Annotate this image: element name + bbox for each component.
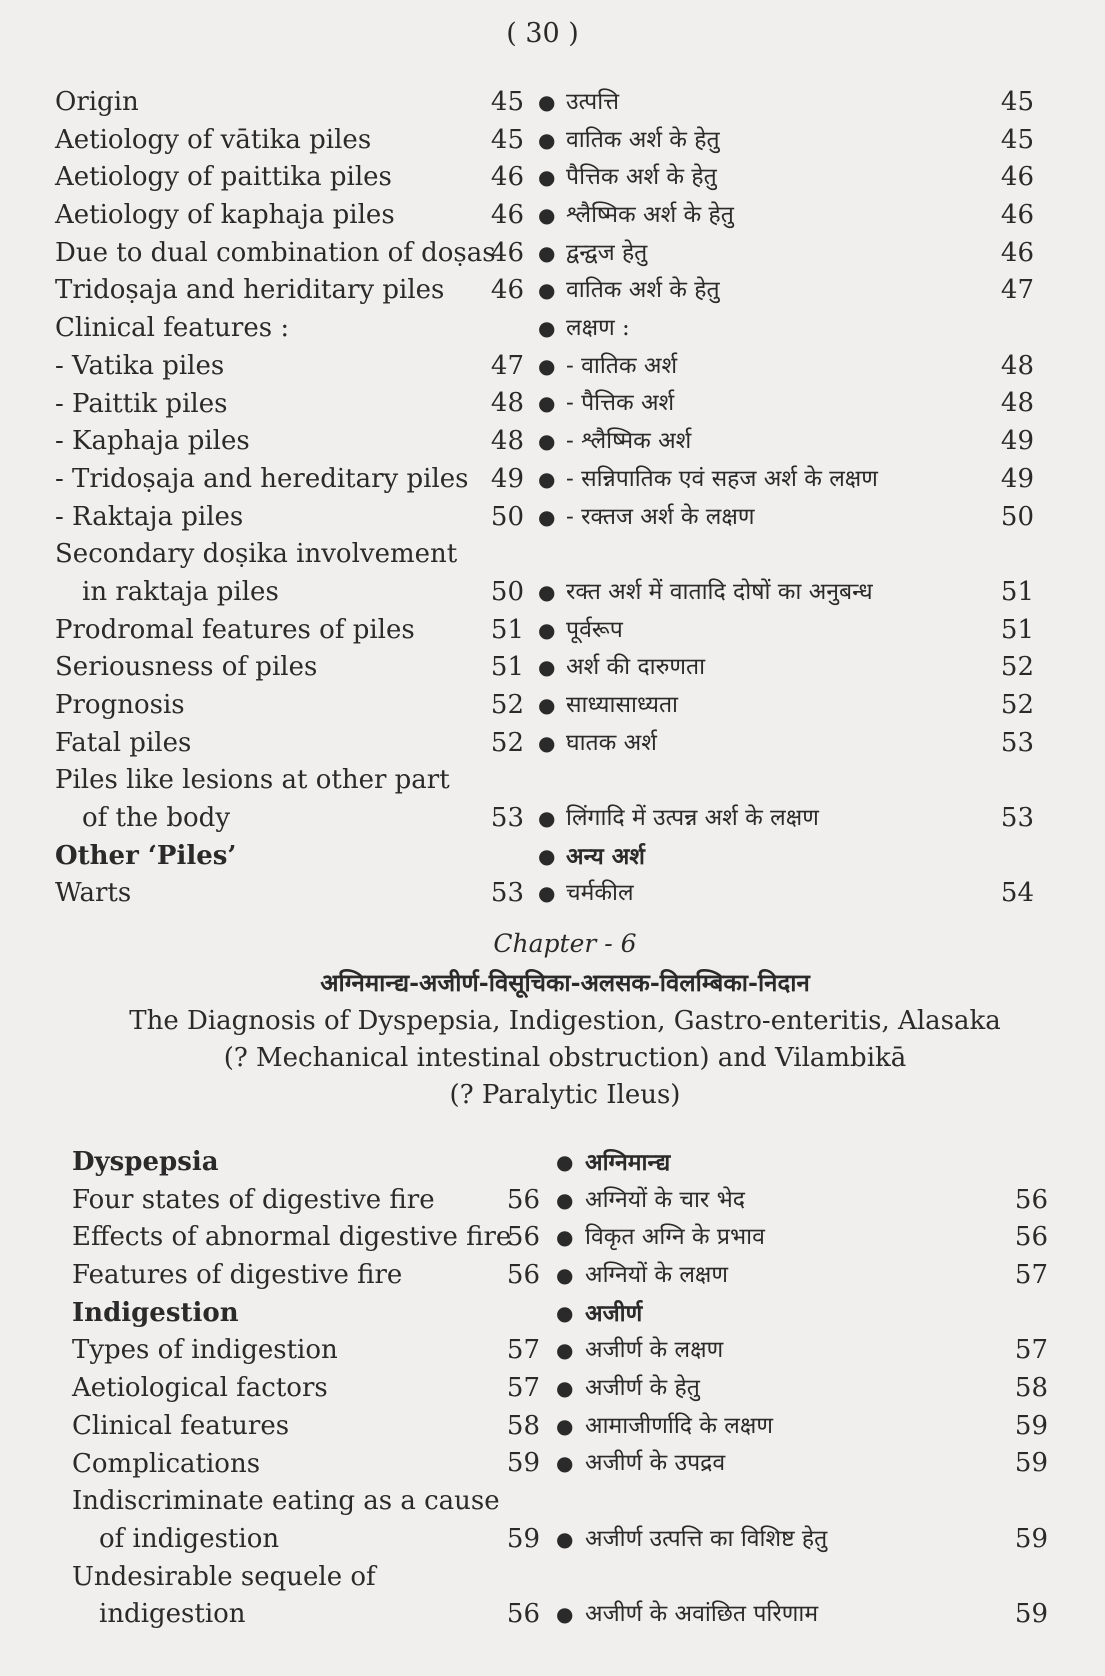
toc-row <box>0 1257 1105 1295</box>
bullet-icon: ● <box>538 429 556 454</box>
toc-page-hindi: 48 <box>1000 350 1034 381</box>
toc-entry-hindi: - वातिक अर्श <box>566 352 678 379</box>
toc-page-english: 59 <box>506 1448 540 1479</box>
toc-row <box>0 310 1105 348</box>
toc-entry-english: - Kaphaja piles <box>55 426 250 457</box>
toc-page-english: 45 <box>490 86 524 117</box>
toc-row <box>0 1182 1105 1220</box>
toc-page-hindi: 46 <box>1000 200 1034 231</box>
toc-page-hindi: 47 <box>1000 275 1034 306</box>
bullet-icon: ● <box>538 806 556 831</box>
toc-page-english: 48 <box>490 426 524 457</box>
toc-page-hindi: 51 <box>1000 614 1034 645</box>
toc-entry-hindi: - श्लैष्मिक अर्श <box>566 428 692 455</box>
toc-page-english: 47 <box>490 350 524 381</box>
toc-row <box>0 1295 1105 1333</box>
toc-entry-hindi: साध्यासाध्यता <box>566 692 679 718</box>
toc-row <box>0 1408 1105 1446</box>
bullet-icon: ● <box>556 1413 574 1438</box>
toc-row <box>0 1332 1105 1370</box>
toc-page-hindi: 46 <box>1000 162 1034 193</box>
toc-entry-english: Tridoṣaja and heriditary piles <box>55 275 445 306</box>
toc-entry-hindi: अजीर्ण उत्पत्ति का विशिष्ट हेतु <box>585 1525 828 1552</box>
toc-row <box>0 612 1105 650</box>
bullet-icon: ● <box>538 579 556 604</box>
bullet-icon: ● <box>538 466 556 491</box>
toc-row <box>0 84 1105 122</box>
bullet-icon: ● <box>538 655 556 680</box>
toc-page-english: 56 <box>506 1184 540 1215</box>
toc-page-hindi: 49 <box>1000 463 1034 494</box>
bullet-icon: ● <box>556 1376 574 1401</box>
toc-entry-continuation: indigestion <box>99 1599 246 1630</box>
toc-entry-english: Aetiological factors <box>72 1373 328 1404</box>
toc-entry-hindi: अग्नियों के लक्षण <box>585 1262 729 1289</box>
toc-page-english: 46 <box>490 200 524 231</box>
toc-row <box>0 348 1105 386</box>
toc-entry-hindi: - पैत्तिक अर्श <box>566 390 675 417</box>
toc-entry-english: Prognosis <box>55 690 185 721</box>
toc-page-hindi: 49 <box>1000 426 1034 457</box>
toc-page-english: 56 <box>506 1260 540 1291</box>
toc-entry-english: Four states of digestive fire <box>72 1184 435 1215</box>
toc-row <box>0 536 1105 611</box>
toc-entry-hindi: अजीर्ण <box>585 1299 643 1327</box>
toc-page-hindi: 54 <box>1000 878 1034 909</box>
toc-row <box>0 762 1105 837</box>
toc-entry-hindi: - रक्तज अर्श के लक्षण <box>566 503 755 530</box>
toc-page-english: 46 <box>490 162 524 193</box>
toc-page-hindi: 59 <box>1014 1523 1048 1554</box>
toc-entry-english: - Raktaja piles <box>55 501 244 532</box>
toc-page-english: 46 <box>490 275 524 306</box>
toc-entry-hindi: रक्त अर्श में वातादि दोषों का अनुबन्ध <box>566 578 873 605</box>
bullet-icon: ● <box>538 504 556 529</box>
toc-entry-english: - Paittik piles <box>55 388 228 419</box>
toc-row <box>0 1446 1105 1484</box>
toc-entry-hindi: वातिक अर्श के हेतु <box>566 277 720 304</box>
toc-page-english: 46 <box>490 237 524 268</box>
toc-row <box>0 423 1105 461</box>
toc-entry-line: Piles like lesions at other part <box>55 765 450 796</box>
bullet-icon: ● <box>556 1149 574 1174</box>
toc-page-english: 58 <box>506 1410 540 1441</box>
toc-entry-continuation: in raktaja piles <box>82 576 279 607</box>
toc-entry-line: Indiscriminate eating as a cause <box>72 1486 500 1517</box>
toc-page-english: 52 <box>490 727 524 758</box>
toc-page-english: 53 <box>490 803 524 834</box>
toc-row <box>0 1483 1105 1558</box>
toc-page-english: 59 <box>506 1523 540 1554</box>
toc-entry-english: Due to dual combination of doṣas <box>55 237 496 268</box>
chapter-title-line-2: (? Mechanical intestinal obstruction) and Vilambikā <box>223 1043 907 1073</box>
toc-entry-english: - Tridoṣaja and hereditary piles <box>55 463 469 494</box>
toc-entry-english: Aetiology of vātika piles <box>55 124 372 155</box>
toc-section-2 <box>0 1144 1105 1634</box>
toc-entry-hindi: अर्श की दारुणता <box>566 654 706 681</box>
toc-page-english: 57 <box>506 1335 540 1366</box>
toc-row <box>0 235 1105 273</box>
toc-page-hindi: 52 <box>1000 690 1034 720</box>
toc-entry-english <box>55 536 485 611</box>
toc-row <box>0 838 1105 876</box>
toc-page-hindi: 53 <box>1000 803 1034 834</box>
toc-entry-english: Clinical features <box>72 1410 290 1441</box>
toc-entry-english: Clinical features : <box>55 313 290 344</box>
toc-page-english: 52 <box>490 690 524 720</box>
bullet-icon: ● <box>538 730 556 755</box>
toc-entry-hindi: लिंगादि में उत्पन्न अर्श के लक्षण <box>566 805 819 832</box>
toc-page-english: 51 <box>490 614 524 645</box>
toc-entry-english: Complications <box>72 1448 261 1479</box>
toc-entry-english: Prodromal features of piles <box>55 614 415 645</box>
bullet-icon: ● <box>556 1225 574 1250</box>
bullet-icon: ● <box>538 693 556 717</box>
toc-page-hindi: 45 <box>1000 124 1034 155</box>
toc-entry-hindi: उत्पत्ति <box>566 88 620 115</box>
toc-entry-hindi: लक्षण : <box>566 315 630 342</box>
toc-entry-english: Warts <box>55 878 132 909</box>
toc-entry-hindi: - सन्निपातिक एवं सहज अर्श के लक्षण <box>566 465 878 492</box>
page-number: ( 30 ) <box>506 18 579 49</box>
toc-entry-english: Other ‘Piles’ <box>55 840 237 871</box>
toc-row <box>0 122 1105 160</box>
toc-entry-english: Features of digestive fire <box>72 1260 403 1291</box>
toc-section-1 <box>0 84 1105 913</box>
toc-entry-english: Seriousness of piles <box>55 652 318 683</box>
toc-entry-hindi: द्वन्द्वज हेतु <box>566 239 648 266</box>
toc-page-hindi: 52 <box>1000 652 1034 683</box>
toc-row <box>0 197 1105 235</box>
toc-entry-english: Fatal piles <box>55 727 192 758</box>
chapter-title-line-1: The Diagnosis of Dyspepsia, Indigestion, Gastro-enteritis, Alasaka <box>129 1006 1001 1036</box>
toc-entry-english: Types of indigestion <box>72 1335 338 1366</box>
toc-entry-hindi: पूर्वरूप <box>566 616 623 643</box>
bullet-icon: ● <box>556 1602 574 1627</box>
toc-entry-english: - Vatika piles <box>55 350 225 381</box>
toc-row <box>0 499 1105 537</box>
toc-row <box>0 649 1105 687</box>
toc-entry-english: Effects of abnormal digestive fire <box>72 1222 512 1253</box>
toc-page-hindi: 59 <box>1014 1410 1048 1441</box>
toc-page-hindi: 58 <box>1014 1373 1048 1404</box>
toc-entry-english: Aetiology of paittika piles <box>55 162 392 193</box>
toc-row <box>0 159 1105 197</box>
toc-entry-english <box>72 1483 502 1558</box>
toc-entry-hindi: अजीर्ण के उपद्रव <box>585 1450 726 1477</box>
bullet-icon: ● <box>538 316 556 341</box>
toc-entry-english: Aetiology of kaphaja piles <box>55 200 395 231</box>
bullet-icon: ● <box>538 127 556 152</box>
toc-page-english: 56 <box>506 1599 540 1630</box>
toc-page-english: 45 <box>490 124 524 155</box>
toc-entry-hindi: अग्निमान्द्य <box>585 1148 671 1176</box>
bullet-icon: ● <box>556 1451 574 1476</box>
toc-row <box>0 687 1105 725</box>
bullet-icon: ● <box>556 1526 574 1551</box>
toc-entry-hindi: घातक अर्श <box>566 729 657 756</box>
toc-row <box>0 875 1105 913</box>
bullet-icon: ● <box>538 843 556 868</box>
toc-page-hindi: 48 <box>1000 388 1034 419</box>
toc-row <box>0 1559 1105 1634</box>
toc-page-hindi: 50 <box>1000 501 1034 532</box>
toc-row <box>0 725 1105 763</box>
toc-entry-hindi: वातिक अर्श के हेतु <box>566 126 720 153</box>
toc-row <box>0 1144 1105 1182</box>
toc-entry-hindi: विकृत अग्नि के प्रभाव <box>585 1224 765 1251</box>
chapter-title-line-3: (? Paralytic Ileus) <box>449 1080 681 1110</box>
toc-entry-english: Dyspepsia <box>72 1147 219 1177</box>
toc-entry-hindi: अग्नियों के चार भेद <box>585 1186 746 1213</box>
toc-entry-continuation: of the body <box>82 803 231 834</box>
toc-entry-hindi: श्लैष्मिक अर्श के हेतु <box>566 202 734 229</box>
toc-row <box>0 461 1105 499</box>
toc-page-hindi: 57 <box>1014 1335 1048 1366</box>
toc-page-english: 51 <box>490 652 524 683</box>
toc-page-english: 50 <box>490 576 524 607</box>
toc-page-hindi: 56 <box>1014 1184 1048 1215</box>
toc-entry-english <box>72 1559 502 1634</box>
toc-entry-hindi: अजीर्ण के अवांछित परिणाम <box>585 1601 819 1628</box>
toc-page-hindi: 53 <box>1000 727 1034 758</box>
toc-entry-continuation: of indigestion <box>99 1523 280 1554</box>
bullet-icon: ● <box>538 240 556 265</box>
bullet-icon: ● <box>538 353 556 378</box>
toc-entry-english: Indigestion <box>72 1297 239 1328</box>
toc-entry-hindi: अजीर्ण के लक्षण <box>585 1337 724 1364</box>
toc-page-hindi: 51 <box>1000 576 1034 607</box>
toc-page-english: 48 <box>490 388 524 419</box>
bullet-icon: ● <box>556 1338 574 1363</box>
bullet-icon: ● <box>556 1187 574 1212</box>
toc-entry-hindi: आमाजीर्णादि के लक्षण <box>585 1412 773 1439</box>
toc-entry-hindi: अन्य अर्श <box>566 842 645 870</box>
toc-entry-hindi: चर्मकील <box>566 880 634 907</box>
toc-page-hindi: 59 <box>1014 1448 1048 1479</box>
toc-page-english: 49 <box>490 463 524 494</box>
toc-page-hindi: 46 <box>1000 237 1034 268</box>
toc-page-english: 50 <box>490 501 524 532</box>
toc-entry-line: Secondary doṣika involvement <box>55 539 458 570</box>
chapter-hindi-title: अग्निमान्द्य-अजीर्ण-विसूचिका-अलसक-विलम्बिका-निदान <box>320 968 810 997</box>
toc-entry-english: Origin <box>55 87 139 117</box>
bullet-icon: ● <box>538 617 556 642</box>
toc-page-english: 56 <box>506 1222 540 1253</box>
toc-page-hindi: 59 <box>1014 1599 1048 1630</box>
toc-row <box>0 1219 1105 1257</box>
toc-page-hindi: 56 <box>1014 1222 1048 1253</box>
bullet-icon: ● <box>538 391 556 416</box>
toc-entry-english <box>55 762 485 837</box>
toc-page-english: 57 <box>506 1373 540 1404</box>
bullet-icon: ● <box>538 881 556 906</box>
bullet-icon: ● <box>538 203 556 228</box>
bullet-icon: ● <box>538 278 556 303</box>
chapter-label: Chapter - 6 <box>493 929 637 958</box>
toc-page-hindi: 57 <box>1014 1260 1048 1291</box>
bullet-icon: ● <box>556 1300 574 1325</box>
bullet-icon: ● <box>556 1263 574 1288</box>
bullet-icon: ● <box>538 89 556 114</box>
toc-page-hindi: 45 <box>1000 86 1034 117</box>
toc-row <box>0 1370 1105 1408</box>
toc-row <box>0 272 1105 310</box>
bullet-icon: ● <box>538 165 556 190</box>
toc-entry-hindi: पैत्तिक अर्श के हेतु <box>566 164 717 191</box>
chapter-heading <box>0 925 1105 1114</box>
toc-page-english: 53 <box>490 878 524 909</box>
toc-row <box>0 386 1105 424</box>
toc-entry-line: Undesirable sequele of <box>72 1561 376 1592</box>
toc-entry-hindi: अजीर्ण के हेतु <box>585 1375 700 1402</box>
